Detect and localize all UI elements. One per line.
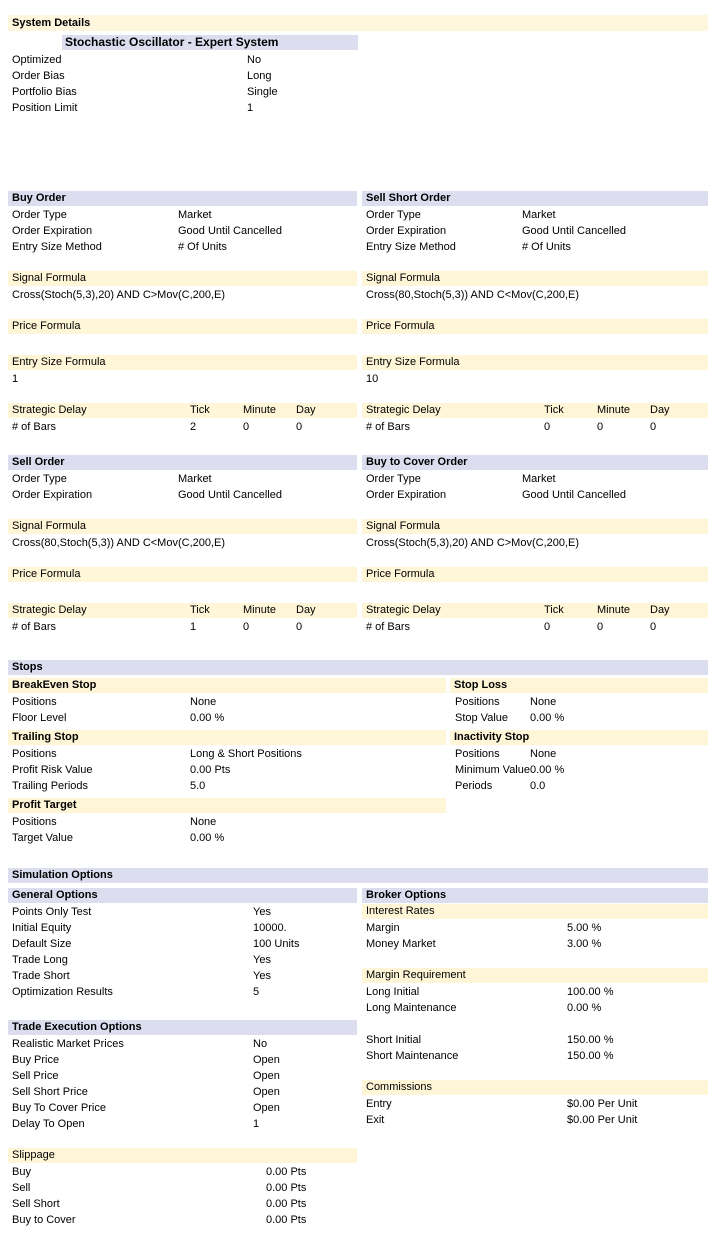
delay-tick-value: 2 bbox=[190, 421, 197, 433]
field-row bbox=[8, 1116, 357, 1132]
field-label: Sell bbox=[12, 1182, 31, 1194]
field-row bbox=[362, 1112, 708, 1128]
field-label: Buy bbox=[12, 1166, 31, 1178]
delay-col-minute: Minute bbox=[243, 604, 277, 616]
field-value: 150.00 % bbox=[567, 1034, 614, 1046]
field-label: Realistic Market Prices bbox=[12, 1038, 124, 1050]
field-label: Trailing Periods bbox=[12, 780, 89, 792]
strategic-delay-label: Strategic Delay bbox=[366, 404, 441, 416]
field-value: 0.0 bbox=[530, 780, 546, 792]
field-value: None bbox=[190, 696, 217, 708]
margin-requirement-band: Margin Requirement bbox=[362, 968, 708, 983]
field-value: 0.00 Pts bbox=[266, 1198, 307, 1210]
delay-day-value: 0 bbox=[650, 621, 657, 633]
field-value: None bbox=[190, 816, 217, 828]
field-label: Order Expiration bbox=[12, 225, 93, 237]
field-value: 5.0 bbox=[190, 780, 206, 792]
field-value: 0.00 Pts bbox=[190, 764, 231, 776]
field-row bbox=[8, 1196, 357, 1212]
field-label: Points Only Test bbox=[12, 906, 92, 918]
property-row bbox=[8, 100, 708, 116]
field-value: 3.00 % bbox=[567, 938, 602, 950]
field-row bbox=[362, 207, 708, 223]
delay-day-value: 0 bbox=[650, 421, 657, 433]
section-header-buy-order: Buy Order bbox=[8, 191, 357, 206]
field-value: Yes bbox=[253, 906, 271, 918]
field-value: 5.00 % bbox=[567, 922, 602, 934]
field-row bbox=[8, 1164, 357, 1180]
delay-col-day: Day bbox=[296, 404, 316, 416]
field-row bbox=[8, 207, 357, 223]
field-row bbox=[8, 936, 357, 952]
field-label: Floor Level bbox=[12, 712, 67, 724]
field-row bbox=[8, 968, 357, 984]
field-row bbox=[8, 694, 708, 710]
field-row bbox=[8, 487, 357, 503]
delay-values-row bbox=[362, 619, 708, 635]
field-row bbox=[362, 1048, 708, 1064]
field-row bbox=[362, 1096, 708, 1112]
field-label: Buy to Cover bbox=[12, 1214, 76, 1226]
delay-row-label: # of Bars bbox=[366, 421, 411, 433]
entry-size-value: 1 bbox=[12, 373, 19, 385]
field-label: Buy To Cover Price bbox=[12, 1102, 106, 1114]
delay-col-day: Day bbox=[650, 404, 670, 416]
field-row bbox=[8, 830, 708, 846]
strategic-delay-band bbox=[8, 403, 357, 418]
field-row bbox=[8, 762, 708, 778]
field-label: Periods bbox=[455, 780, 493, 792]
property-value: 1 bbox=[247, 102, 254, 114]
entry-size-value: 10 bbox=[366, 373, 379, 385]
field-label: Stop Value bbox=[455, 712, 509, 724]
price-formula-band: Price Formula bbox=[8, 567, 357, 582]
delay-col-minute: Minute bbox=[243, 404, 277, 416]
field-value: Market bbox=[522, 473, 556, 485]
delay-tick-value: 0 bbox=[544, 621, 551, 633]
property-row bbox=[8, 84, 708, 100]
delay-col-minute: Minute bbox=[597, 604, 631, 616]
strategic-delay-band bbox=[362, 403, 708, 418]
property-value: Single bbox=[247, 86, 278, 98]
field-row bbox=[8, 920, 357, 936]
buy-order-section bbox=[8, 191, 357, 435]
delay-tick-value: 0 bbox=[544, 421, 551, 433]
delay-minute-value: 0 bbox=[597, 621, 604, 633]
header-section bbox=[8, 15, 708, 115]
field-value: Good Until Cancelled bbox=[522, 489, 626, 501]
signal-formula-text: Cross(Stoch(5,3),20) AND C>Mov(C,200,E) bbox=[366, 537, 580, 549]
report-title-band: System Details bbox=[8, 15, 708, 31]
sell-order-section bbox=[8, 455, 357, 635]
field-value: 0.00 Pts bbox=[266, 1214, 307, 1226]
field-value: Yes bbox=[253, 970, 271, 982]
field-value: Good Until Cancelled bbox=[522, 225, 626, 237]
field-value: None bbox=[530, 696, 557, 708]
stop-loss-band: Stop Loss bbox=[450, 678, 708, 693]
property-row bbox=[8, 52, 708, 68]
field-value: 0.00 % bbox=[530, 712, 565, 724]
field-value: 0.00 % bbox=[190, 712, 225, 724]
field-row bbox=[8, 1084, 357, 1100]
property-value: Long bbox=[247, 70, 272, 82]
trade-execution-options-section bbox=[8, 1020, 357, 1132]
field-label: Target Value bbox=[12, 832, 73, 844]
section-header-simulation-options: Simulation Options bbox=[8, 868, 708, 883]
stops-section bbox=[8, 660, 708, 846]
property-label: Optimized bbox=[12, 54, 62, 66]
field-value: 5 bbox=[253, 986, 260, 998]
system-title: Stochastic Oscillator - Expert System bbox=[62, 35, 358, 50]
field-label: Buy Price bbox=[12, 1054, 60, 1066]
field-value: 100 Units bbox=[253, 938, 300, 950]
property-value: No bbox=[247, 54, 262, 66]
buy-to-cover-order-section bbox=[362, 455, 708, 635]
field-value: # Of Units bbox=[522, 241, 571, 253]
section-header-trade-execution-options: Trade Execution Options bbox=[8, 1020, 357, 1035]
field-label: Positions bbox=[12, 748, 57, 760]
slippage-band: Slippage bbox=[8, 1148, 357, 1163]
trailing-stop-band: Trailing Stop bbox=[8, 730, 446, 745]
field-value: Good Until Cancelled bbox=[178, 225, 282, 237]
field-label: Long Maintenance bbox=[366, 1002, 457, 1014]
field-row bbox=[362, 936, 708, 952]
field-row bbox=[8, 814, 708, 830]
field-row bbox=[8, 1068, 357, 1084]
field-value: None bbox=[530, 748, 557, 760]
field-row bbox=[362, 223, 708, 239]
field-label: Order Expiration bbox=[12, 489, 93, 501]
field-row bbox=[362, 239, 708, 255]
field-label: Sell Short Price bbox=[12, 1086, 88, 1098]
field-value: Market bbox=[178, 473, 212, 485]
field-label: Order Type bbox=[366, 473, 421, 485]
price-formula-band: Price Formula bbox=[8, 319, 357, 334]
entry-size-formula-band: Entry Size Formula bbox=[8, 355, 357, 370]
field-value: Open bbox=[253, 1054, 280, 1066]
field-row bbox=[8, 746, 708, 762]
field-value: Market bbox=[178, 209, 212, 221]
field-label: Default Size bbox=[12, 938, 72, 950]
delay-col-tick: Tick bbox=[544, 404, 564, 416]
delay-values-row bbox=[362, 419, 708, 435]
field-row bbox=[8, 778, 708, 794]
field-label: Entry bbox=[366, 1098, 392, 1110]
delay-day-value: 0 bbox=[296, 621, 303, 633]
field-label: Trade Long bbox=[12, 954, 68, 966]
field-value: Long & Short Positions bbox=[190, 748, 302, 760]
signal-formula-text: Cross(80,Stoch(5,3)) AND C<Mov(C,200,E) bbox=[12, 537, 226, 549]
signal-formula-band: Signal Formula bbox=[362, 519, 708, 534]
broker-options-section bbox=[362, 888, 708, 1128]
field-value: $0.00 Per Unit bbox=[567, 1114, 638, 1126]
field-row bbox=[8, 984, 357, 1000]
field-label: Profit Risk Value bbox=[12, 764, 93, 776]
field-value: 1 bbox=[253, 1118, 260, 1130]
delay-row-label: # of Bars bbox=[12, 421, 57, 433]
section-header-stops: Stops bbox=[8, 660, 708, 675]
field-row bbox=[8, 710, 708, 726]
commissions-band: Commissions bbox=[362, 1080, 708, 1095]
field-row bbox=[362, 920, 708, 936]
field-value: 100.00 % bbox=[567, 986, 614, 998]
field-value: 0.00 % bbox=[567, 1002, 602, 1014]
field-row bbox=[8, 904, 357, 920]
field-value: Open bbox=[253, 1086, 280, 1098]
property-label: Portfolio Bias bbox=[12, 86, 77, 98]
general-options-section bbox=[8, 888, 357, 1000]
signal-formula-band: Signal Formula bbox=[362, 271, 708, 286]
price-formula-band: Price Formula bbox=[362, 319, 708, 334]
delay-tick-value: 1 bbox=[190, 621, 197, 633]
field-row bbox=[8, 1100, 357, 1116]
strategic-delay-label: Strategic Delay bbox=[12, 604, 87, 616]
field-label: Short Initial bbox=[366, 1034, 422, 1046]
interest-rates-band: Interest Rates bbox=[362, 904, 708, 919]
property-label: Position Limit bbox=[12, 102, 78, 114]
strategic-delay-band bbox=[8, 603, 357, 618]
field-row bbox=[8, 239, 357, 255]
field-label: Entry Size Method bbox=[12, 241, 102, 253]
sell-short-order-section bbox=[362, 191, 708, 435]
field-label: Minimum Value bbox=[455, 764, 530, 776]
entry-size-formula-band: Entry Size Formula bbox=[362, 355, 708, 370]
field-row bbox=[8, 471, 357, 487]
field-value: Yes bbox=[253, 954, 271, 966]
field-row bbox=[8, 1212, 357, 1228]
field-label: Positions bbox=[455, 748, 500, 760]
field-label: Optimization Results bbox=[12, 986, 113, 998]
field-label: Positions bbox=[12, 696, 57, 708]
field-label: Long Initial bbox=[366, 986, 420, 998]
field-row bbox=[8, 1036, 357, 1052]
field-value: 0.00 Pts bbox=[266, 1166, 307, 1178]
property-label: Order Bias bbox=[12, 70, 65, 82]
field-label: Short Maintenance bbox=[366, 1050, 459, 1062]
field-value: 150.00 % bbox=[567, 1050, 614, 1062]
strategic-delay-label: Strategic Delay bbox=[12, 404, 87, 416]
field-value: Open bbox=[253, 1070, 280, 1082]
field-value: # Of Units bbox=[178, 241, 227, 253]
delay-minute-value: 0 bbox=[597, 421, 604, 433]
field-label: Positions bbox=[455, 696, 500, 708]
delay-col-minute: Minute bbox=[597, 404, 631, 416]
delay-row-label: # of Bars bbox=[12, 621, 57, 633]
signal-formula-band: Signal Formula bbox=[8, 271, 357, 286]
delay-col-day: Day bbox=[296, 604, 316, 616]
field-label: Order Type bbox=[366, 209, 421, 221]
field-label: Margin bbox=[366, 922, 400, 934]
field-row bbox=[8, 952, 357, 968]
field-value: 10000. bbox=[253, 922, 287, 934]
section-header-sell-short-order: Sell Short Order bbox=[362, 191, 708, 206]
section-header-broker-options: Broker Options bbox=[362, 888, 708, 903]
signal-formula-band: Signal Formula bbox=[8, 519, 357, 534]
delay-values-row bbox=[8, 619, 357, 635]
field-label: Delay To Open bbox=[12, 1118, 85, 1130]
signal-formula-text: Cross(Stoch(5,3),20) AND C>Mov(C,200,E) bbox=[12, 289, 226, 301]
field-value: Good Until Cancelled bbox=[178, 489, 282, 501]
delay-row-label: # of Bars bbox=[366, 621, 411, 633]
section-header-sell-order: Sell Order bbox=[8, 455, 357, 470]
delay-col-tick: Tick bbox=[544, 604, 564, 616]
delay-col-tick: Tick bbox=[190, 604, 210, 616]
field-value: 0.00 Pts bbox=[266, 1182, 307, 1194]
field-row bbox=[362, 471, 708, 487]
price-formula-band: Price Formula bbox=[362, 567, 708, 582]
delay-day-value: 0 bbox=[296, 421, 303, 433]
delay-values-row bbox=[8, 419, 357, 435]
field-label: Sell Price bbox=[12, 1070, 59, 1082]
breakeven-stop-band: BreakEven Stop bbox=[8, 678, 446, 693]
field-label: Positions bbox=[12, 816, 57, 828]
field-label: Order Expiration bbox=[366, 225, 447, 237]
field-value: No bbox=[253, 1038, 268, 1050]
field-value: 0.00 % bbox=[190, 832, 225, 844]
section-header-buy-to-cover-order: Buy to Cover Order bbox=[362, 455, 708, 470]
field-label: Order Expiration bbox=[366, 489, 447, 501]
field-row bbox=[8, 1052, 357, 1068]
profit-target-band: Profit Target bbox=[8, 798, 446, 813]
field-row bbox=[362, 487, 708, 503]
field-label: Money Market bbox=[366, 938, 436, 950]
delay-col-tick: Tick bbox=[190, 404, 210, 416]
field-label: Order Type bbox=[12, 473, 67, 485]
field-label: Exit bbox=[366, 1114, 385, 1126]
field-value: $0.00 Per Unit bbox=[567, 1098, 638, 1110]
field-row bbox=[8, 223, 357, 239]
field-row bbox=[362, 1032, 708, 1048]
section-header-general-options: General Options bbox=[8, 888, 357, 903]
field-row bbox=[362, 1000, 708, 1016]
field-label: Initial Equity bbox=[12, 922, 72, 934]
delay-minute-value: 0 bbox=[243, 621, 250, 633]
inactivity-stop-band: Inactivity Stop bbox=[450, 730, 708, 745]
strategic-delay-band bbox=[362, 603, 708, 618]
field-row bbox=[362, 984, 708, 1000]
delay-minute-value: 0 bbox=[243, 421, 250, 433]
field-value: Market bbox=[522, 209, 556, 221]
property-row bbox=[8, 68, 708, 84]
field-label: Order Type bbox=[12, 209, 67, 221]
signal-formula-text: Cross(80,Stoch(5,3)) AND C<Mov(C,200,E) bbox=[366, 289, 580, 301]
field-label: Trade Short bbox=[12, 970, 70, 982]
field-label: Entry Size Method bbox=[366, 241, 456, 253]
strategic-delay-label: Strategic Delay bbox=[366, 604, 441, 616]
field-value: 0.00 % bbox=[530, 764, 565, 776]
field-label: Sell Short bbox=[12, 1198, 60, 1210]
slippage-section bbox=[8, 1148, 357, 1228]
delay-col-day: Day bbox=[650, 604, 670, 616]
field-row bbox=[8, 1180, 357, 1196]
field-value: Open bbox=[253, 1102, 280, 1114]
